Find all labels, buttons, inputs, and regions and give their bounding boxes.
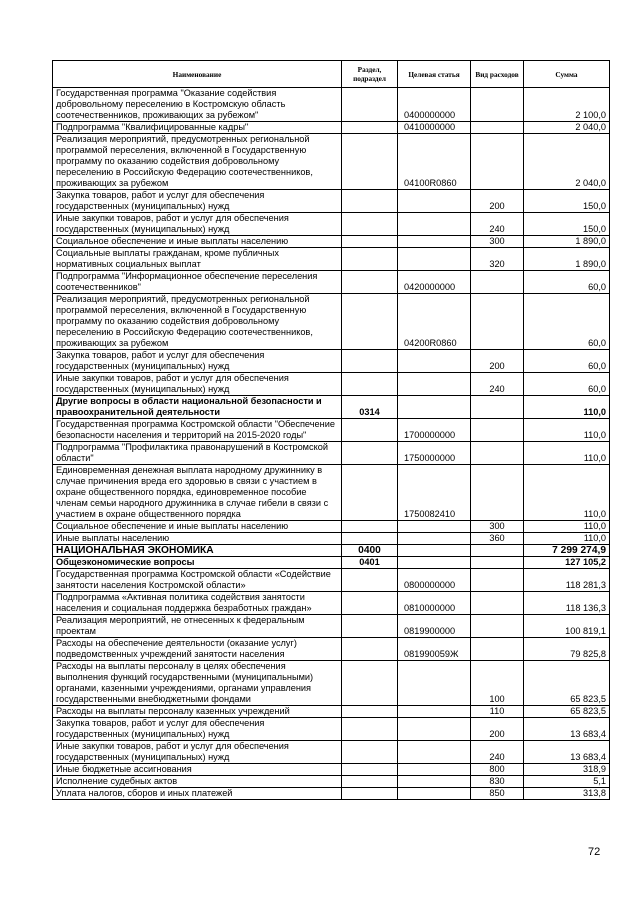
table-row [53,718,610,741]
row-name-cell: Другие вопросы в области национальной безопасности и правоохранительной деятельности [53,396,342,419]
table-row [53,776,610,788]
row-celevaya-cell: 0400000000 [398,88,471,122]
row-razdel-cell [342,122,398,134]
row-summa-cell: 79 825,8 [524,638,610,661]
row-celevaya-cell [398,190,471,213]
row-celevaya-cell: 04100R0860 [398,134,471,190]
row-vid-cell: 200 [471,350,524,373]
header-name: Наименование [53,61,342,88]
row-summa-cell: 110,0 [524,521,610,533]
header-razdel: Раздел, подраздел [342,61,398,88]
budget-table [52,60,610,800]
row-summa-cell: 1 890,0 [524,236,610,248]
table-row [53,213,610,236]
table-row [53,350,610,373]
row-celevaya-cell [398,661,471,706]
row-summa-cell: 118 281,3 [524,569,610,592]
row-vid-cell: 240 [471,373,524,396]
row-razdel-cell [342,569,398,592]
row-summa-cell: 2 100,0 [524,88,610,122]
table-row [53,741,610,764]
row-summa-cell: 150,0 [524,213,610,236]
header-summa: Сумма [524,61,610,88]
table-row [53,545,610,557]
row-vid-cell: 240 [471,741,524,764]
row-name-cell: Иные бюджетные ассигнования [53,764,342,776]
row-razdel-cell [342,764,398,776]
row-razdel-cell [342,419,398,442]
row-summa-cell: 13 683,4 [524,741,610,764]
row-razdel-cell [342,373,398,396]
row-summa-cell: 60,0 [524,294,610,350]
row-celevaya-cell [398,741,471,764]
row-vid-cell: 200 [471,190,524,213]
row-celevaya-cell [398,373,471,396]
table-row [53,706,610,718]
row-razdel-cell [342,271,398,294]
row-summa-cell: 110,0 [524,419,610,442]
row-vid-cell: 110 [471,706,524,718]
table-row [53,271,610,294]
row-summa-cell: 2 040,0 [524,122,610,134]
row-summa-cell: 2 040,0 [524,134,610,190]
table-row [53,557,610,569]
row-name-cell: Государственная программа Костромской области "Обеспечение безопасности населения и территорий на 2015-2020 годы" [53,419,342,442]
row-razdel-cell [342,294,398,350]
row-name-cell: Подпрограмма "Квалифицированные кадры" [53,122,342,134]
budget-sheet [52,60,609,800]
row-vid-cell [471,545,524,557]
row-vid-cell: 300 [471,521,524,533]
row-name-cell: Общеэкономические вопросы [53,557,342,569]
row-celevaya-cell [398,213,471,236]
row-vid-cell [471,88,524,122]
row-name-cell: Реализация мероприятий, предусмотренных региональной программой переселения, включенной в Государственную программу по оказанию содействия добровольному переселению в Российскую Федерацию соотечественников, проживающих за рубежом [53,294,342,350]
row-name-cell: Подпрограмма «Активная политика содействия занятости населения и социальная поддержка безработных граждан» [53,592,342,615]
table-row [53,236,610,248]
row-razdel-cell [342,592,398,615]
row-summa-cell: 60,0 [524,373,610,396]
row-name-cell: Государственная программа Костромской области «Содействие занятости населения Костромской области» [53,569,342,592]
table-row [53,615,610,638]
row-summa-cell: 110,0 [524,442,610,465]
row-vid-cell [471,615,524,638]
row-summa-cell: 318,9 [524,764,610,776]
table-row [53,88,610,122]
row-celevaya-cell [398,248,471,271]
header-celevaya: Целевая статья [398,61,471,88]
table-row [53,661,610,706]
table-row [53,190,610,213]
row-name-cell: Иные закупки товаров, работ и услуг для обеспечения государственных (муниципальных) нужд [53,213,342,236]
row-name-cell: Государственная программа "Оказание содействия добровольному переселению в Костромскую область соотечественников, проживающих за рубежом" [53,88,342,122]
row-razdel-cell [342,706,398,718]
row-name-cell: Исполнение судебных актов [53,776,342,788]
row-razdel-cell [342,213,398,236]
row-celevaya-cell: 04200R0860 [398,294,471,350]
row-celevaya-cell [398,236,471,248]
row-vid-cell [471,557,524,569]
table-row [53,569,610,592]
row-vid-cell: 100 [471,661,524,706]
row-name-cell: Социальные выплаты гражданам, кроме публичных нормативных социальных выплат [53,248,342,271]
row-razdel-cell [342,638,398,661]
row-razdel-cell [342,776,398,788]
table-row [53,764,610,776]
table-row [53,248,610,271]
table-row [53,465,610,521]
row-vid-cell: 800 [471,764,524,776]
row-summa-cell: 60,0 [524,271,610,294]
table-row [53,294,610,350]
row-celevaya-cell [398,545,471,557]
row-summa-cell: 110,0 [524,396,610,419]
row-razdel-cell [342,190,398,213]
row-vid-cell [471,465,524,521]
row-razdel-cell: 0314 [342,396,398,419]
row-summa-cell: 60,0 [524,350,610,373]
row-summa-cell: 110,0 [524,533,610,545]
row-razdel-cell [342,741,398,764]
row-vid-cell [471,419,524,442]
row-summa-cell: 1 890,0 [524,248,610,271]
row-celevaya-cell [398,350,471,373]
row-name-cell: Подпрограмма "Информационное обеспечение переселения соотечественников" [53,271,342,294]
row-name-cell: Иные закупки товаров, работ и услуг для обеспечения государственных (муниципальных) нужд [53,373,342,396]
row-name-cell: Уплата налогов, сборов и иных платежей [53,788,342,800]
row-summa-cell: 100 819,1 [524,615,610,638]
row-name-cell: Единовременная денежная выплата народному дружиннику в случае причинения вреда его здоровью в связи с участием в охране общественного порядка, единовременное пособие членам семьи народного дружинника в случае гибели в связи с участием в охране общественного порядка [53,465,342,521]
row-summa-cell: 5,1 [524,776,610,788]
row-name-cell: Закупка товаров, работ и услуг для обеспечения государственных (муниципальных) нужд [53,350,342,373]
row-name-cell: Закупка товаров, работ и услуг для обеспечения государственных (муниципальных) нужд [53,718,342,741]
row-vid-cell [471,592,524,615]
row-razdel-cell [342,248,398,271]
table-row [53,134,610,190]
row-vid-cell [471,134,524,190]
row-celevaya-cell: 1700000000 [398,419,471,442]
row-vid-cell: 300 [471,236,524,248]
row-name-cell: Реализация мероприятий, предусмотренных региональной программой переселения, включенной в Государственную программу по оказанию содействия добровольному переселению в Российскую Федерацию соотечественников, проживающих за рубежом [53,134,342,190]
row-summa-cell: 65 823,5 [524,706,610,718]
row-razdel-cell [342,533,398,545]
row-name-cell: Социальное обеспечение и иные выплаты населению [53,236,342,248]
row-celevaya-cell [398,557,471,569]
row-celevaya-cell [398,764,471,776]
row-celevaya-cell: 0819900000 [398,615,471,638]
row-name-cell: Расходы на выплаты персоналу в целях обеспечения выполнения функций государственными (муниципальными) органами, казенными учреждениями, органами управления государственными внебюджетными фондами [53,661,342,706]
header-vid: Вид расходов [471,61,524,88]
row-celevaya-cell: 1750000000 [398,442,471,465]
row-name-cell: Реализация мероприятий, не отнесенных к федеральным проектам [53,615,342,638]
row-celevaya-cell [398,718,471,741]
row-celevaya-cell: 1750082410 [398,465,471,521]
row-name-cell: НАЦИОНАЛЬНАЯ ЭКОНОМИКА [53,545,342,557]
table-row [53,533,610,545]
row-vid-cell [471,638,524,661]
row-razdel-cell: 0401 [342,557,398,569]
row-razdel-cell: 0400 [342,545,398,557]
row-name-cell: Иные закупки товаров, работ и услуг для обеспечения государственных (муниципальных) нужд [53,741,342,764]
row-razdel-cell [342,236,398,248]
row-celevaya-cell [398,396,471,419]
row-vid-cell [471,569,524,592]
row-razdel-cell [342,134,398,190]
table-row [53,788,610,800]
row-razdel-cell [342,661,398,706]
row-name-cell: Закупка товаров, работ и услуг для обеспечения государственных (муниципальных) нужд [53,190,342,213]
row-vid-cell: 850 [471,788,524,800]
table-row [53,592,610,615]
row-vid-cell: 830 [471,776,524,788]
table-row [53,373,610,396]
row-summa-cell: 150,0 [524,190,610,213]
row-celevaya-cell [398,788,471,800]
row-razdel-cell [342,718,398,741]
row-name-cell: Расходы на обеспечение деятельности (оказание услуг) подведомственных учреждений занятости населения [53,638,342,661]
row-razdel-cell [342,465,398,521]
row-vid-cell [471,122,524,134]
row-vid-cell: 320 [471,248,524,271]
row-razdel-cell [342,88,398,122]
table-row [53,442,610,465]
row-vid-cell: 240 [471,213,524,236]
page-number: 72 [588,846,601,858]
row-summa-cell: 7 299 274,9 [524,545,610,557]
table-body [53,88,610,800]
table-row [53,122,610,134]
row-razdel-cell [342,788,398,800]
row-razdel-cell [342,521,398,533]
row-vid-cell: 200 [471,718,524,741]
row-celevaya-cell [398,706,471,718]
row-celevaya-cell [398,521,471,533]
row-celevaya-cell: 0410000000 [398,122,471,134]
row-vid-cell [471,442,524,465]
row-name-cell: Подпрограмма "Профилактика правонарушений в Костромской области" [53,442,342,465]
row-celevaya-cell [398,776,471,788]
row-razdel-cell [342,615,398,638]
table-row [53,521,610,533]
row-celevaya-cell: 0800000000 [398,569,471,592]
row-summa-cell: 313,8 [524,788,610,800]
row-vid-cell: 360 [471,533,524,545]
row-razdel-cell [342,350,398,373]
row-celevaya-cell [398,533,471,545]
row-summa-cell: 118 136,3 [524,592,610,615]
row-celevaya-cell: 081990059Ж [398,638,471,661]
row-celevaya-cell: 0810000000 [398,592,471,615]
row-vid-cell [471,294,524,350]
table-row [53,419,610,442]
row-razdel-cell [342,442,398,465]
row-vid-cell [471,396,524,419]
row-summa-cell: 13 683,4 [524,718,610,741]
row-name-cell: Социальное обеспечение и иные выплаты населению [53,521,342,533]
row-summa-cell: 65 823,5 [524,661,610,706]
table-row [53,396,610,419]
row-vid-cell [471,271,524,294]
row-summa-cell: 110,0 [524,465,610,521]
row-celevaya-cell: 0420000000 [398,271,471,294]
row-name-cell: Иные выплаты населению [53,533,342,545]
table-header-row [53,61,610,88]
row-name-cell: Расходы на выплаты персоналу казенных учреждений [53,706,342,718]
table-row [53,638,610,661]
row-summa-cell: 127 105,2 [524,557,610,569]
